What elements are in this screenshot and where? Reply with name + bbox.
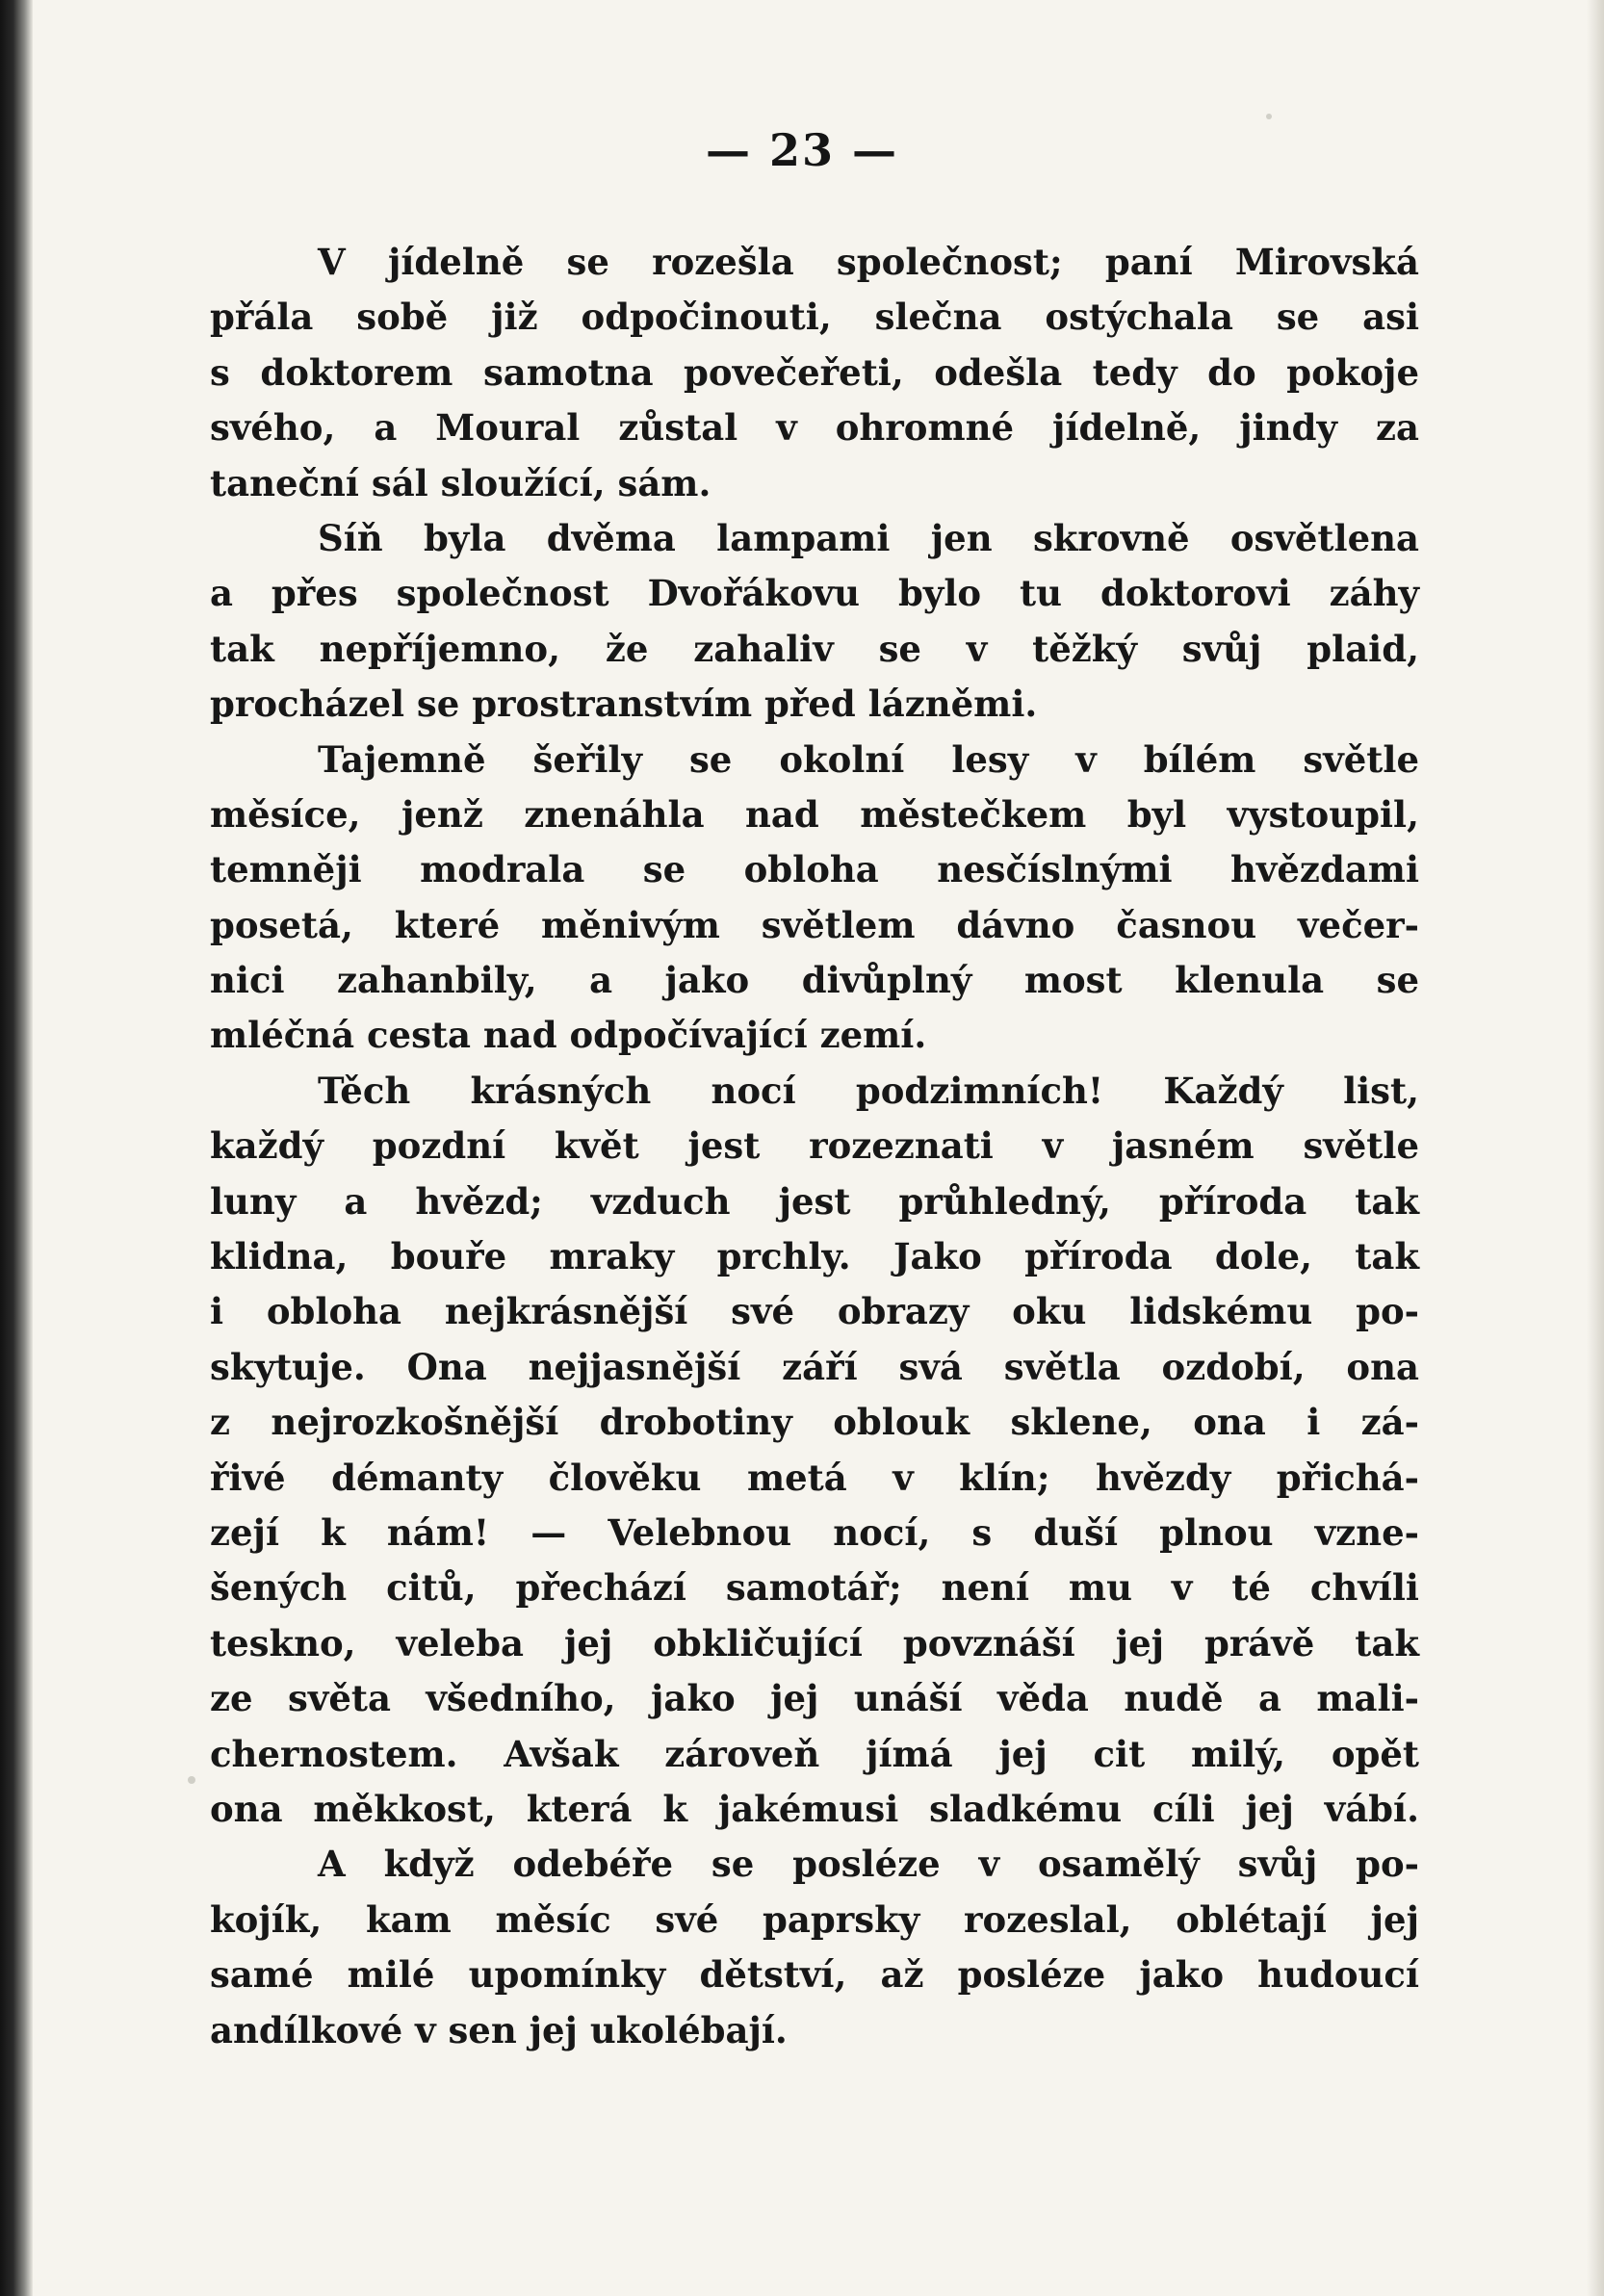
text-line: luny a hvězd; vzduch jest průhledný, příroda tak — [210, 1179, 1419, 1223]
text-line: samé milé upomínky dětství, až posléze jako hudoucí — [210, 1953, 1419, 1997]
text-line: a přes společnost Dvořákovu bylo tu doktorovi záhy — [210, 572, 1419, 615]
text-line: chernostem. Avšak zároveň jímá jej cit milý, opět — [210, 1732, 1419, 1775]
text-line: skytuje. Ona nejjasnější září svá světla ozdobí, ona — [210, 1345, 1419, 1388]
text-line: Síň byla dvěma lampami jen skrovně osvětlena — [318, 516, 1419, 559]
text-line: i obloha nejkrásnější své obrazy oku lidskému po- — [210, 1290, 1419, 1333]
text-line: ona měkkost, která k jakémusi sladkému cíli jej vábí. — [210, 1787, 1419, 1830]
text-line: Tajemně šeřily se okolní lesy v bílém světle — [318, 737, 1419, 781]
text-line: řivé démanty člověku metá v klín; hvězdy přichá- — [210, 1456, 1419, 1499]
text-line: posetá, které měnivým světlem dávno časnou večer- — [210, 903, 1419, 946]
text-line: z nejrozkošnější drobotiny oblouk sklene, ona i zá- — [210, 1401, 1419, 1444]
text-line: nici zahanbily, a jako divůplný most klenula se — [210, 959, 1419, 1002]
page-number: — 23 — — [705, 124, 899, 176]
page-edge — [1587, 0, 1604, 2296]
text-line: Těch krásných nocí podzimních! Každý list, — [318, 1069, 1419, 1112]
text-line: ze světa všedního, jako jej unáší věda nudě a mali- — [210, 1677, 1419, 1720]
text-line: svého, a Moural zůstal v ohromné jídelně, jindy za — [210, 406, 1419, 450]
text-line: andílkové v sen jej ukolébají. — [210, 2008, 788, 2051]
text-line: temněji modrala se obloha nesčíslnými hvězdami — [210, 848, 1419, 891]
text-line: V jídelně se rozešla společnost; paní Mirovská — [318, 241, 1419, 283]
text-line: každý pozdní květ jest rozeznati v jasném světle — [210, 1124, 1419, 1168]
ink-speck — [1266, 114, 1272, 119]
text-line: zejí k nám! — Velebnou nocí, s duší plnou vzne- — [210, 1510, 1419, 1554]
text-line: taneční sál sloužící, sám. — [210, 461, 711, 504]
text-line: teskno, veleba jej obkličující povznáší jej právě tak — [210, 1621, 1419, 1664]
ink-speck — [188, 1776, 195, 1784]
text-line: s doktorem samotna povečeřeti, odešla tedy do pokoje — [210, 350, 1419, 394]
book-spine-shadow — [0, 0, 33, 2296]
body-text — [210, 235, 1419, 2058]
text-line: šených citů, přechází samotář; není mu v té chvíli — [210, 1566, 1419, 1610]
text-line: procházel se prostranstvím před lázněmi. — [210, 683, 1038, 726]
text-line: přála sobě již odpočinouti, slečna ostýchala se asi — [210, 296, 1419, 339]
text-line: měsíce, jenž znenáhla nad městečkem byl vystoupil, — [210, 792, 1419, 836]
text-line: mléčná cesta nad odpočívající zemí. — [210, 1014, 927, 1057]
text-line: A když odebéře se posléze v osamělý svůj po- — [318, 1843, 1419, 1886]
text-line: kojík, kam měsíc své paprsky rozeslal, oblétají jej — [210, 1897, 1419, 1941]
text-line: klidna, bouře mraky prchly. Jako příroda dole, tak — [210, 1235, 1419, 1278]
text-line: tak nepříjemno, že zahaliv se v těžký svůj plaid, — [210, 627, 1419, 670]
